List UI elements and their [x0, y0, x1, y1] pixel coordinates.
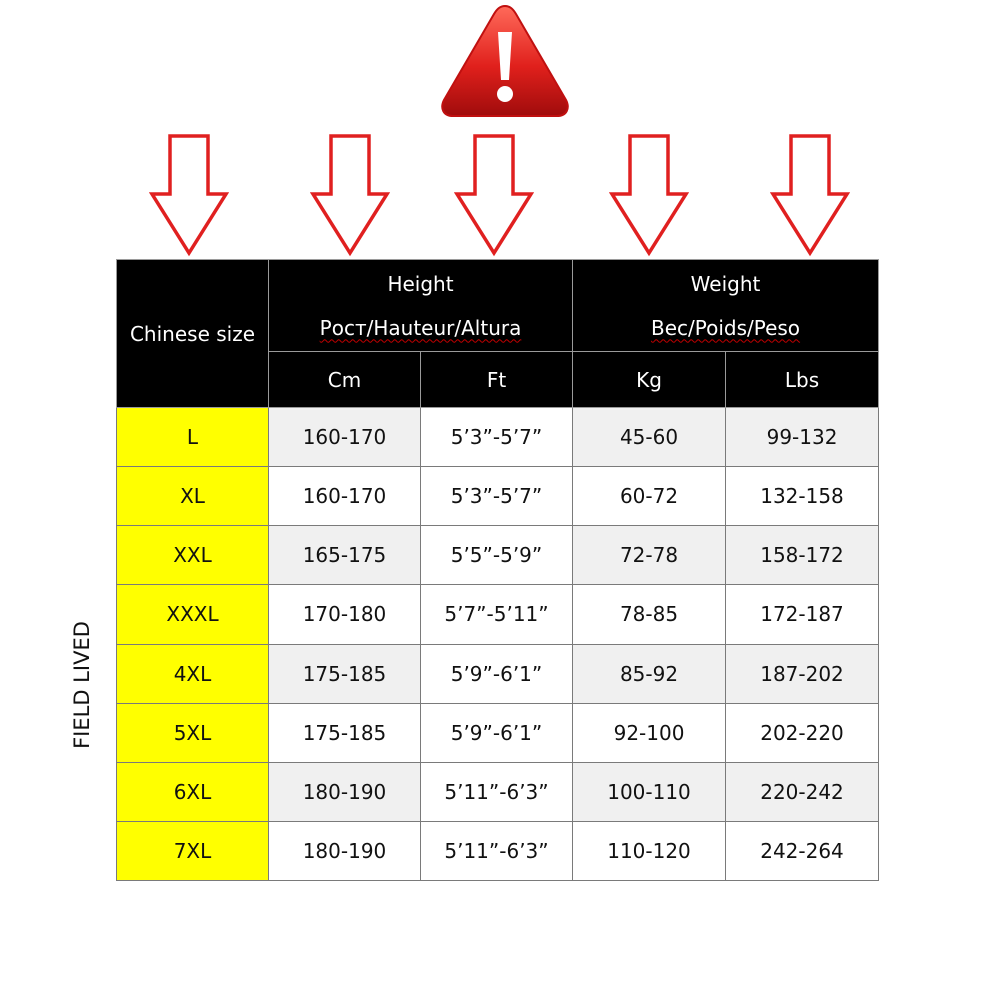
ft-cell: 5’5”-5’9” [421, 526, 573, 585]
table-row [117, 526, 879, 585]
size-cell: 6XL [117, 762, 269, 821]
weight-title: Weight [690, 271, 761, 296]
cm-cell: 180-190 [269, 821, 421, 880]
size-cell: XXL [117, 526, 269, 585]
header-unit-kg: Kg [573, 352, 726, 408]
kg-cell: 72-78 [573, 526, 726, 585]
lbs-cell: 172-187 [726, 585, 879, 644]
size-cell: XL [117, 467, 269, 526]
header-unit-ft: Ft [421, 352, 573, 408]
cm-cell: 165-175 [269, 526, 421, 585]
table-row [117, 762, 879, 821]
lbs-cell: 202-220 [726, 703, 879, 762]
size-chart-table [116, 259, 879, 881]
ft-cell: 5’3”-5’7” [421, 467, 573, 526]
ft-cell: 5’7”-5’11” [421, 585, 573, 644]
down-arrow-icon [609, 133, 689, 257]
header-unit-cm: Cm [269, 352, 421, 408]
lbs-cell: 158-172 [726, 526, 879, 585]
cm-cell: 175-185 [269, 703, 421, 762]
size-cell: XXXL [117, 585, 269, 644]
lbs-cell: 99-132 [726, 408, 879, 467]
ft-cell: 5’11”-6’3” [421, 762, 573, 821]
header-chinese-size: Chinese size [117, 260, 269, 408]
kg-cell: 92-100 [573, 703, 726, 762]
ft-cell: 5’11”-6’3” [421, 821, 573, 880]
kg-cell: 110-120 [573, 821, 726, 880]
height-title: Height [387, 271, 454, 296]
down-arrow-icon [310, 133, 390, 257]
table-row [117, 585, 879, 644]
kg-cell: 78-85 [573, 585, 726, 644]
header-height-group [269, 260, 573, 352]
kg-cell: 60-72 [573, 467, 726, 526]
size-cell: 4XL [117, 644, 269, 703]
table-row [117, 408, 879, 467]
table-row [117, 467, 879, 526]
lbs-cell: 187-202 [726, 644, 879, 703]
size-cell: 7XL [117, 821, 269, 880]
kg-cell: 100-110 [573, 762, 726, 821]
height-subtitle: Рост/Hauteur/Altura [319, 315, 522, 340]
lbs-cell: 132-158 [726, 467, 879, 526]
cm-cell: 160-170 [269, 408, 421, 467]
cm-cell: 160-170 [269, 467, 421, 526]
size-cell: L [117, 408, 269, 467]
table-row [117, 703, 879, 762]
kg-cell: 45-60 [573, 408, 726, 467]
warning-triangle-icon [438, 2, 572, 120]
table-row [117, 821, 879, 880]
down-arrow-icon [770, 133, 850, 257]
cm-cell: 170-180 [269, 585, 421, 644]
table-row [117, 644, 879, 703]
side-label: FIELD LIVED [70, 621, 94, 749]
lbs-cell: 220-242 [726, 762, 879, 821]
weight-subtitle: Bec/Poids/Peso [650, 315, 801, 340]
header-weight-group [573, 260, 879, 352]
ft-cell: 5’3”-5’7” [421, 408, 573, 467]
down-arrow-icon [454, 133, 534, 257]
ft-cell: 5’9”-6’1” [421, 644, 573, 703]
size-cell: 5XL [117, 703, 269, 762]
lbs-cell: 242-264 [726, 821, 879, 880]
down-arrow-icon [149, 133, 229, 257]
cm-cell: 180-190 [269, 762, 421, 821]
kg-cell: 85-92 [573, 644, 726, 703]
cm-cell: 175-185 [269, 644, 421, 703]
ft-cell: 5’9”-6’1” [421, 703, 573, 762]
header-unit-lbs: Lbs [726, 352, 879, 408]
